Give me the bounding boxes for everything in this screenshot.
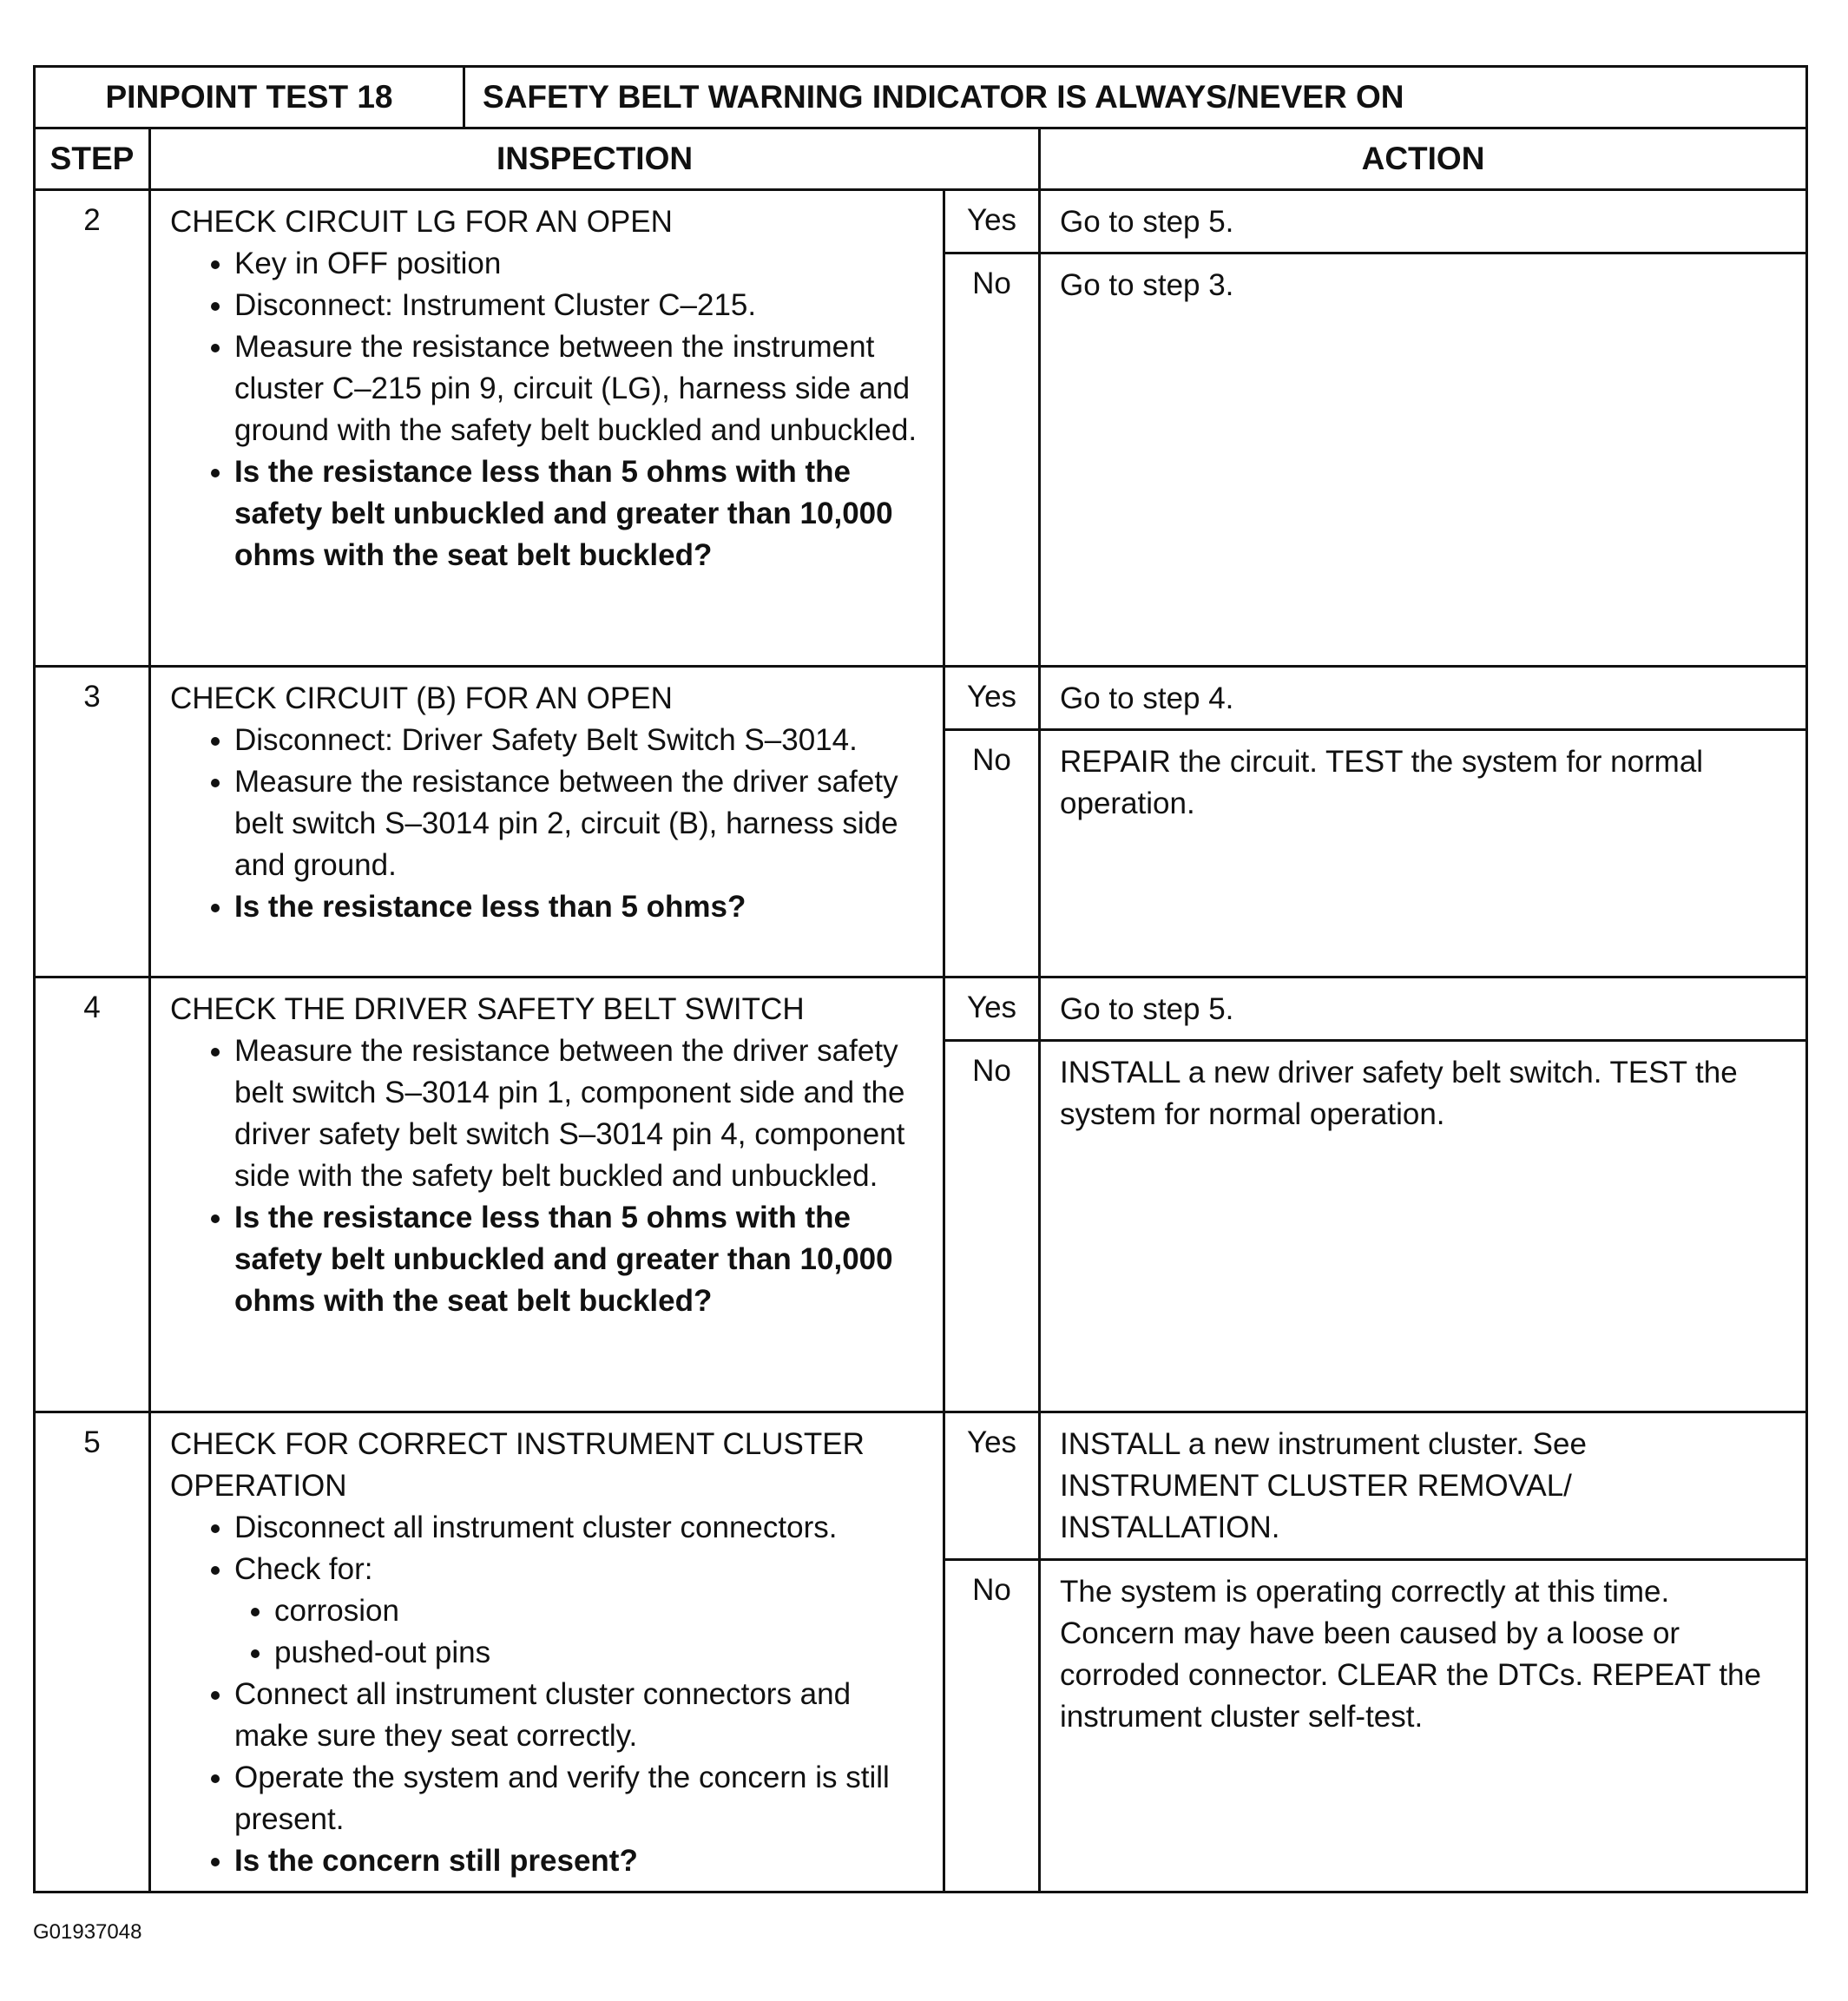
list-item: • Measure the resistance between the instrument cluster C–215 pin 9, circuit (LG), harness side and ground with the safety belt buckled and unbuckled. (234, 326, 924, 451)
list-item: • pushed-out pins (274, 1632, 924, 1674)
inspection-list (170, 1507, 924, 1882)
no-label: No (944, 730, 1040, 977)
list-item: • Connect all instrument cluster connectors and make sure they seat correctly. (234, 1674, 924, 1757)
step-number: 4 (35, 977, 150, 1412)
no-action: REPAIR the circuit. TEST the system for normal operation. (1040, 730, 1807, 977)
inspection-cell (150, 977, 944, 1412)
list-item: • Disconnect: Instrument Cluster C–215. (234, 285, 924, 326)
column-header-action: ACTION (1040, 128, 1807, 190)
step-number: 2 (35, 190, 150, 667)
list-item: • corrosion (274, 1590, 924, 1632)
inspection-title: CHECK CIRCUIT (B) FOR AN OPEN (170, 681, 673, 715)
inspection-cell (150, 190, 944, 667)
step-number: 3 (35, 667, 150, 977)
table-row (35, 190, 1807, 253)
list-item: • Disconnect all instrument cluster connectors. (234, 1507, 924, 1549)
yes-label: Yes (944, 977, 1040, 1041)
inspection-cell (150, 667, 944, 977)
check-for-label: Check for: (234, 1552, 373, 1586)
list-item: • Operate the system and verify the concern is still present. (234, 1757, 924, 1840)
no-action: The system is operating correctly at this time. Concern may have been caused by a loose or corroded connector. CLEAR the DTCs. REPEAT the instrument cluster self-test. (1040, 1559, 1807, 1892)
no-action: INSTALL a new driver safety belt switch. TEST the system for normal operation. (1040, 1041, 1807, 1412)
column-header-row (35, 128, 1807, 190)
yes-label: Yes (944, 667, 1040, 730)
no-label: No (944, 1041, 1040, 1412)
column-header-step: STEP (35, 128, 150, 190)
inspection-title: CHECK FOR CORRECT INSTRUMENT CLUSTER OPERATION (170, 1427, 865, 1503)
list-item: • Measure the resistance between the driver safety belt switch S–3014 pin 1, component side and the driver safety belt switch S–3014 pin 4, component side with the safety belt buckled and unbuckled. (234, 1030, 924, 1197)
inspection-question: • Is the resistance less than 5 ohms with the safety belt unbuckled and greater than 10,000 ohms with the seat belt buckled? (234, 1197, 924, 1322)
list-item: • Measure the resistance between the driver safety belt switch S–3014 pin 2, circuit (B), harness side and ground. (234, 761, 924, 886)
table-title-row (35, 67, 1807, 128)
inspection-title: CHECK CIRCUIT LG FOR AN OPEN (170, 205, 673, 239)
list-item: • Disconnect: Driver Safety Belt Switch S–3014. (234, 720, 924, 761)
yes-label: Yes (944, 190, 1040, 253)
inspection-question: • Is the resistance less than 5 ohms with the safety belt unbuckled and greater than 10,000 ohms with the seat belt buckled? (234, 451, 924, 576)
inspection-list (170, 243, 924, 576)
figure-code: G01937048 (33, 1920, 142, 1944)
yes-action: Go to step 5. (1040, 190, 1807, 253)
yes-label: Yes (944, 1412, 1040, 1560)
pinpoint-test-document (33, 65, 1805, 1893)
table-row (35, 667, 1807, 730)
list-item: • Key in OFF position (234, 243, 924, 285)
no-label: No (944, 253, 1040, 667)
inspection-list (170, 720, 924, 928)
inspection-list (170, 1030, 924, 1322)
test-number: PINPOINT TEST 18 (35, 67, 464, 128)
inspection-cell (150, 1412, 944, 1892)
no-action: Go to step 3. (1040, 253, 1807, 667)
no-label: No (944, 1559, 1040, 1892)
table-row (35, 1412, 1807, 1560)
yes-action: INSTALL a new instrument cluster. See INSTRUMENT CLUSTER REMOVAL/ INSTALLATION. (1040, 1412, 1807, 1560)
check-for-list (234, 1590, 924, 1674)
yes-action: Go to step 5. (1040, 977, 1807, 1041)
yes-action: Go to step 4. (1040, 667, 1807, 730)
list-item (234, 1549, 924, 1674)
table-row (35, 977, 1807, 1041)
inspection-question: • Is the resistance less than 5 ohms? (234, 886, 924, 928)
column-header-inspection: INSPECTION (150, 128, 1040, 190)
test-title: SAFETY BELT WARNING INDICATOR IS ALWAYS/NEVER ON (464, 67, 1807, 128)
inspection-question: • Is the concern still present? (234, 1840, 924, 1882)
inspection-title: CHECK THE DRIVER SAFETY BELT SWITCH (170, 992, 805, 1026)
pinpoint-test-table (33, 65, 1808, 1893)
step-number: 5 (35, 1412, 150, 1892)
